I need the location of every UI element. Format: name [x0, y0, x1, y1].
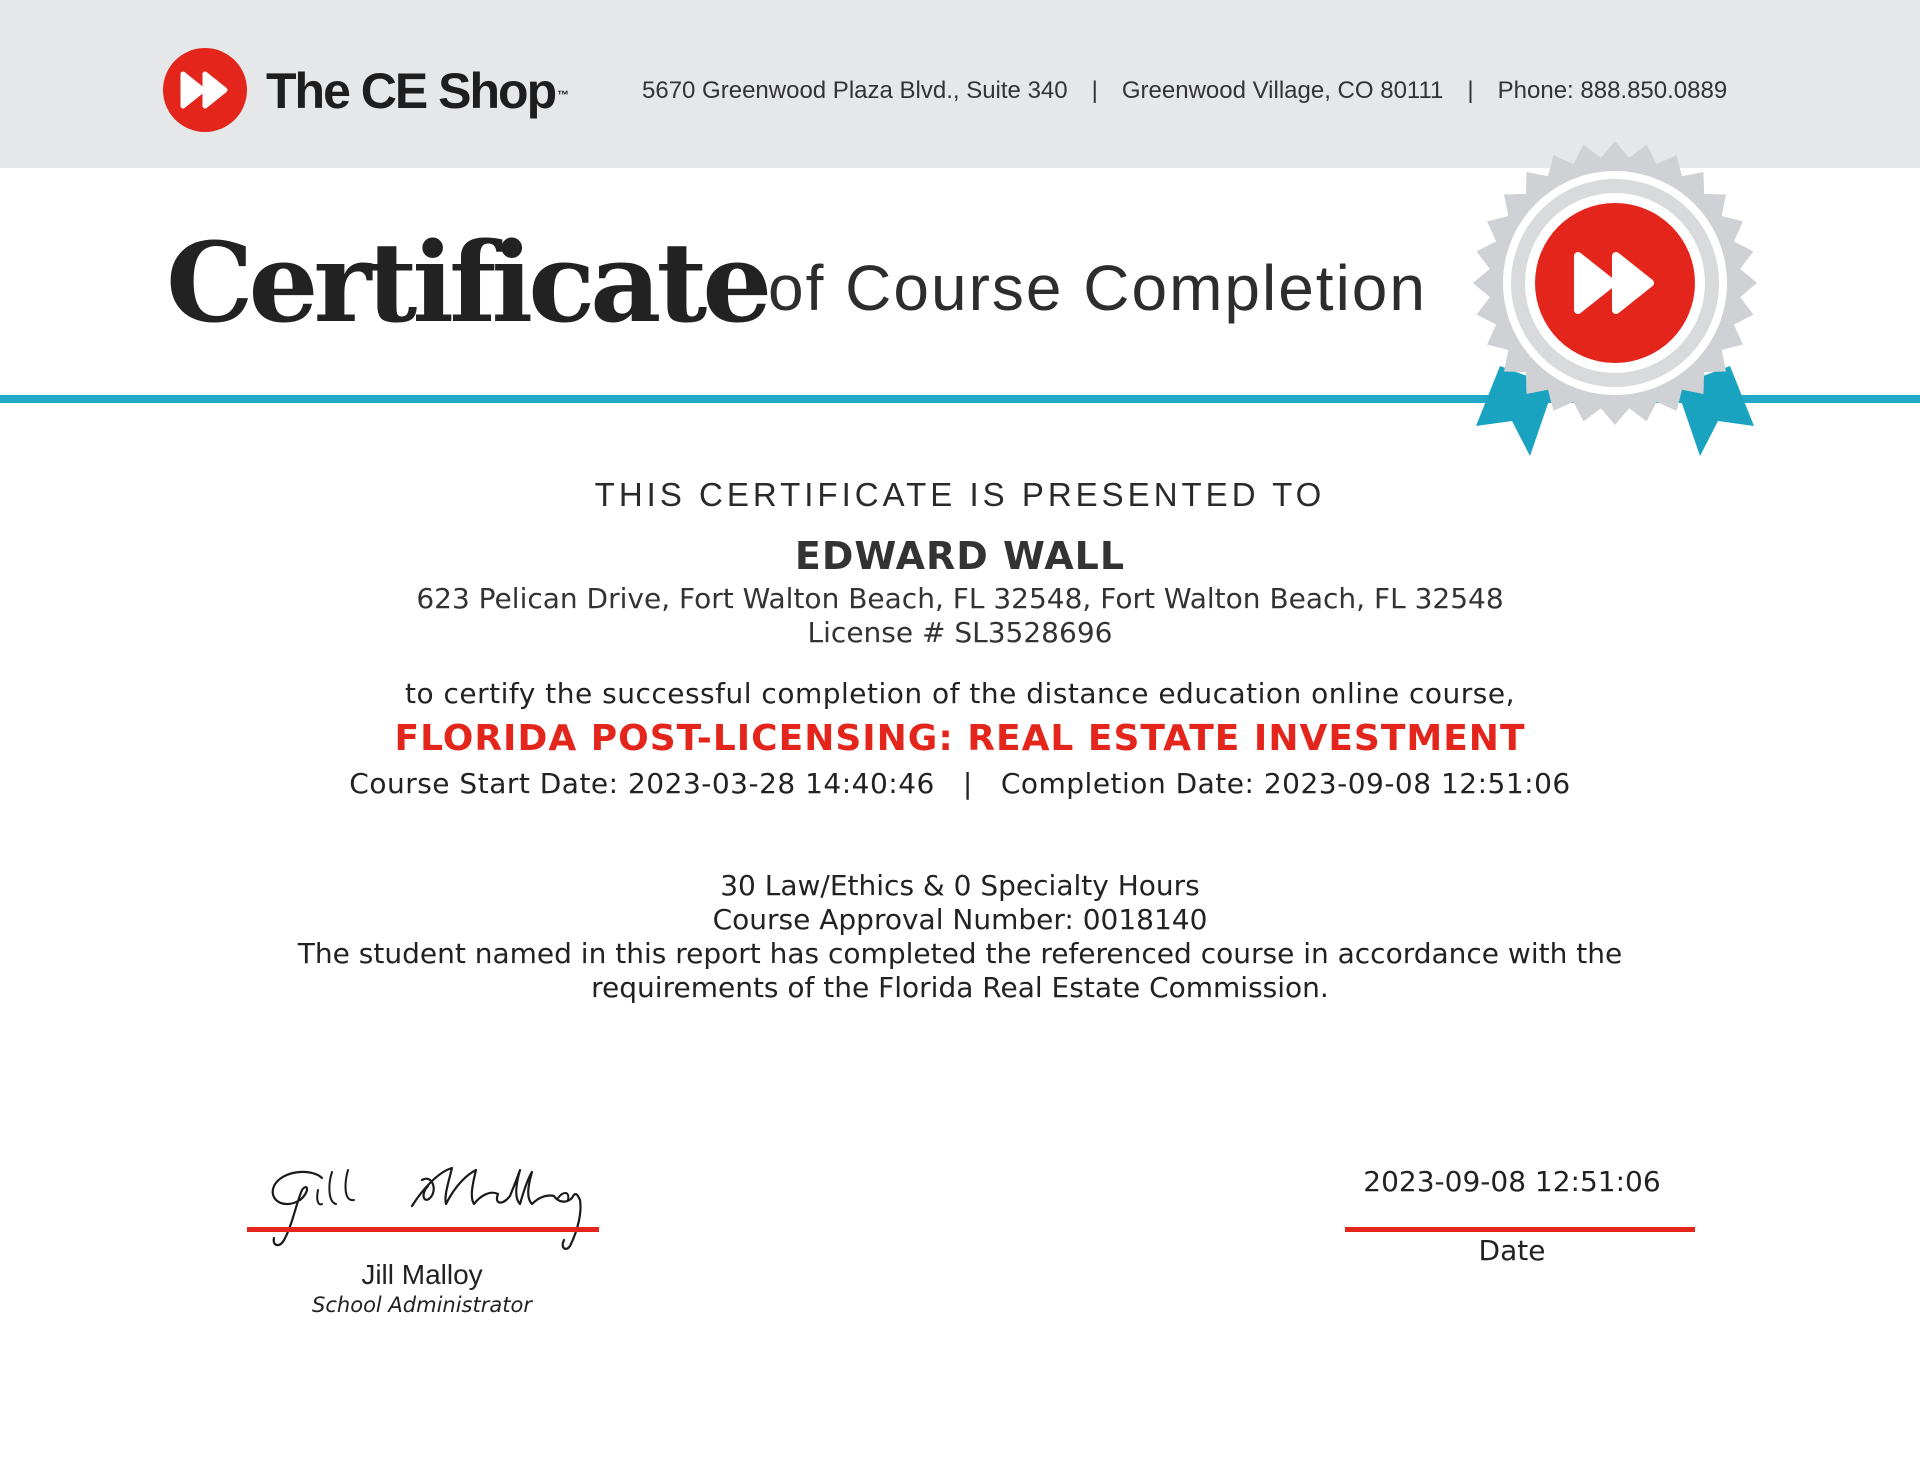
fast-forward-icon: [163, 48, 247, 132]
signature-line: [247, 1227, 599, 1232]
handwritten-signature: [262, 1160, 622, 1260]
recipient-name: EDWARD WALL: [794, 534, 1126, 578]
course-name: FLORIDA POST-LICENSING: REAL ESTATE INVESTMENT: [394, 718, 1526, 759]
certificate-subtitle: of Course Completion: [768, 252, 1427, 324]
header-separator: |: [1091, 77, 1098, 104]
course-dates: [0, 767, 1920, 800]
header-street: 5670 Greenwood Plaza Blvd., Suite 340: [642, 77, 1068, 104]
dates-separator: |: [962, 767, 973, 800]
signatory-title: School Administrator: [312, 1293, 532, 1317]
certificate-title: Certificate: [166, 218, 768, 347]
header-separator: |: [1467, 77, 1474, 104]
presented-to-heading: THIS CERTIFICATE IS PRESENTED TO: [594, 476, 1326, 513]
certify-statement: to certify the successful completion of the distance education online course,: [405, 677, 1515, 710]
recipient-address: 623 Pelican Drive, Fort Walton Beach, FL 32548, Fort Walton Beach, FL 32548: [416, 582, 1504, 615]
date-line: [1345, 1227, 1695, 1232]
completion-statement: The student named in this report has completed the referenced course in accordance with the requirements of the Florida Real Estate Commission.: [297, 937, 1623, 1004]
course-completion-date: Completion Date: 2023-09-08 12:51:06: [1000, 767, 1571, 800]
header-contact: [642, 76, 1727, 106]
recipient-license: License # SL3528696: [807, 616, 1113, 649]
header-phone: Phone: 888.850.0889: [1497, 77, 1728, 104]
course-approval-number: Course Approval Number: 0018140: [712, 903, 1208, 936]
brand-logo-text: The CE Shop ™: [266, 63, 570, 119]
signed-date-value: 2023-09-08 12:51:06: [1363, 1165, 1661, 1198]
header-city: Greenwood Village, CO 80111: [1121, 77, 1444, 104]
signatory-name: Jill Malloy: [361, 1259, 483, 1290]
course-hours: 30 Law/Ethics & 0 Specialty Hours: [720, 869, 1200, 902]
award-seal-icon: [1470, 138, 1760, 483]
course-start-date: Course Start Date: 2023-03-28 14:40:46: [349, 767, 935, 800]
date-label: Date: [1478, 1234, 1546, 1267]
